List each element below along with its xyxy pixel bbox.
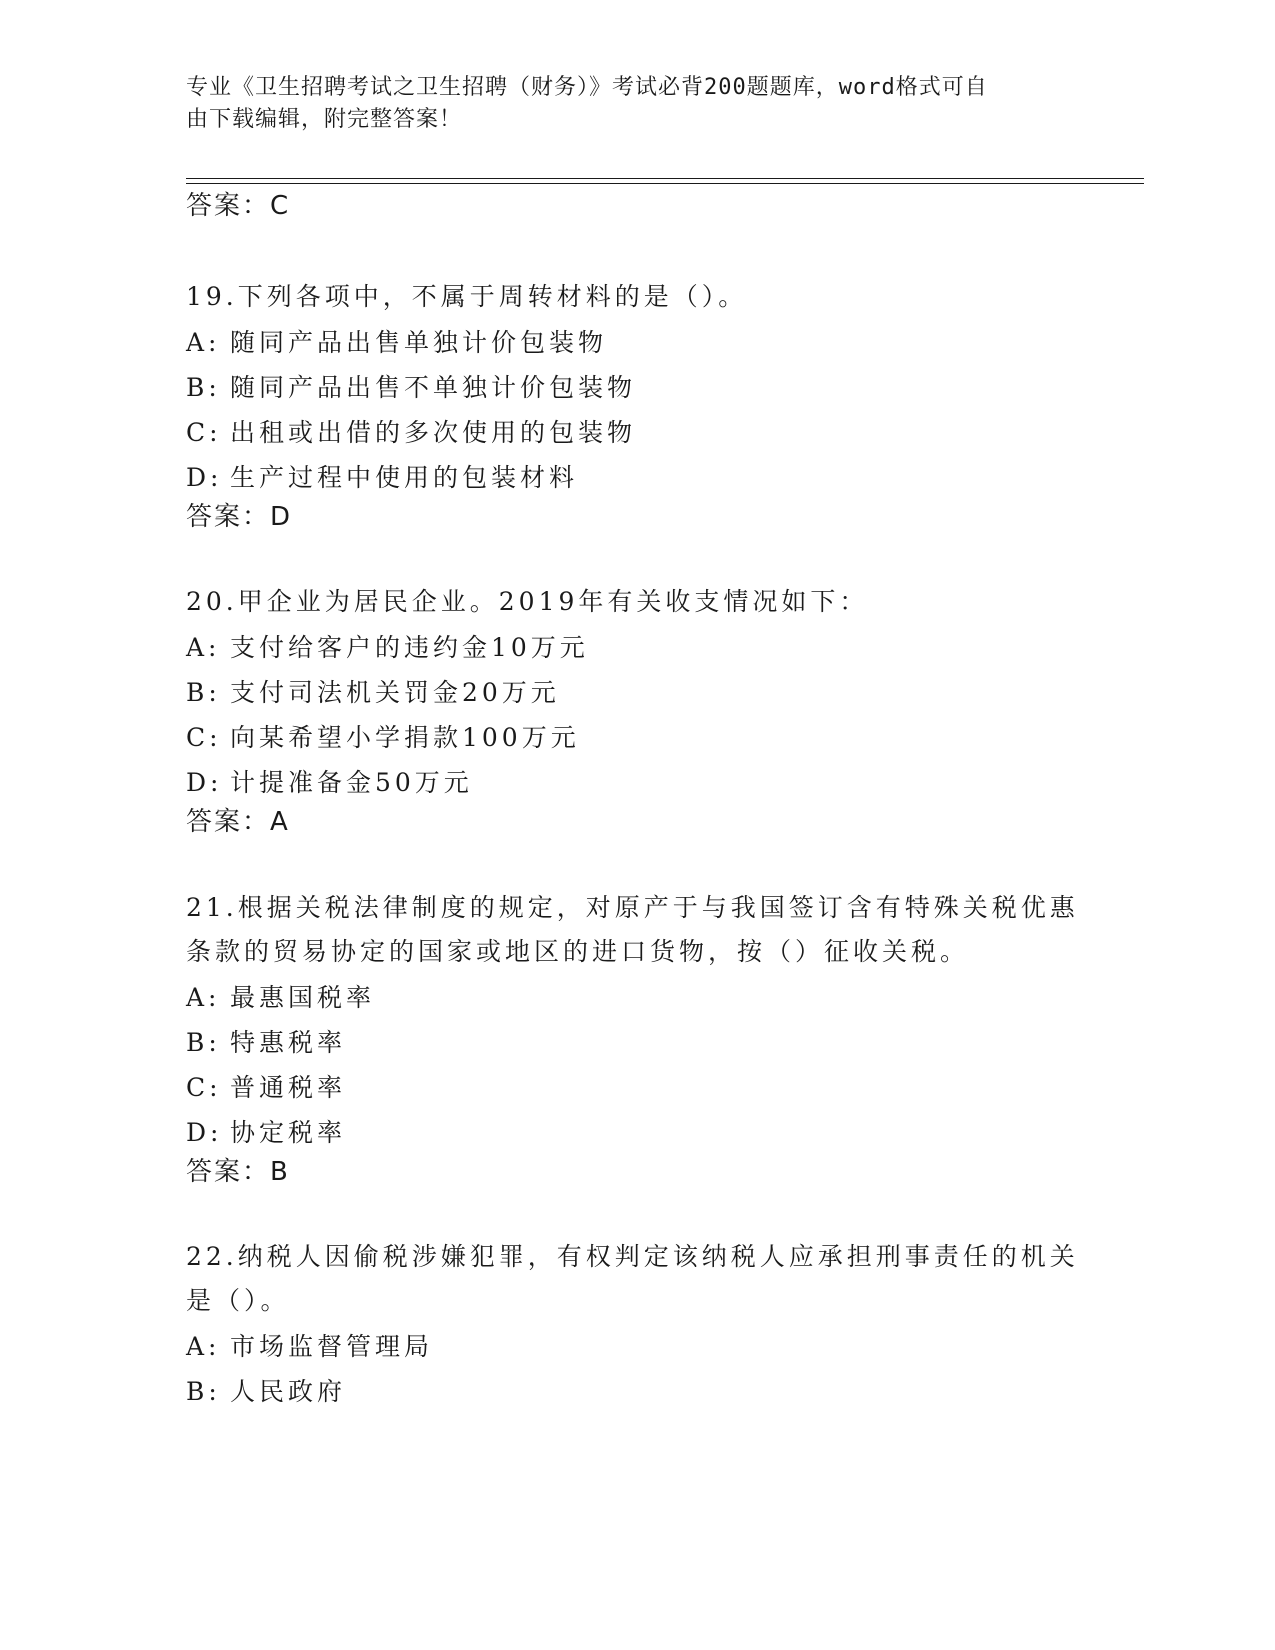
question-20 <box>186 579 1086 852</box>
question-22 <box>186 1234 1086 1414</box>
header-divider-top <box>186 178 1144 179</box>
header-line-1: 专业《卫生招聘考试之卫生招聘（财务）》考试必背200题题库，word格式可自 <box>186 75 988 100</box>
header-divider-bottom <box>186 183 1144 184</box>
option-b: B: 支付司法机关罚金20万元 <box>186 678 560 707</box>
option-c: C: 普通税率 <box>186 1073 347 1102</box>
option-c: C: 出租或出借的多次使用的包装物 <box>186 418 637 447</box>
option-b: B: 特惠税率 <box>186 1028 347 1057</box>
document-header <box>186 72 1066 136</box>
header-line-2: 由下载编辑，附完整答案！ <box>186 107 463 132</box>
question-text: 20.甲企业为居民企业。2019年有关收支情况如下： <box>186 587 869 616</box>
answer-20: 答案：A <box>186 807 290 837</box>
question-text-line-1: 22.纳税人因偷税涉嫌犯罪，有权判定该纳税人应承担刑事责任的机关 <box>186 1242 1079 1271</box>
question-21 <box>186 885 1086 1202</box>
question-text-line-1: 21.根据关税法律制度的规定，对原产于与我国签订含有特殊关税优惠 <box>186 893 1079 922</box>
option-a: A: 最惠国税率 <box>186 983 376 1012</box>
question-text-line-2: 是（）。 <box>186 1286 290 1315</box>
option-a: A: 随同产品出售单独计价包装物 <box>186 328 608 357</box>
answer-19: 答案：D <box>186 502 293 532</box>
option-d: D: 协定税率 <box>186 1118 347 1147</box>
option-b: B: 人民政府 <box>186 1377 347 1406</box>
question-text-line-2: 条款的贸易协定的国家或地区的进口货物，按（）征收关税。 <box>186 937 970 966</box>
question-text: 19.下列各项中，不属于周转材料的是（）。 <box>186 282 748 311</box>
option-c: C: 向某希望小学捐款100万元 <box>186 723 580 752</box>
question-19 <box>186 274 1086 547</box>
option-a: A: 支付给客户的违约金10万元 <box>186 633 589 662</box>
prev-answer: 答案：C <box>186 191 291 221</box>
option-b: B: 随同产品出售不单独计价包装物 <box>186 373 637 402</box>
option-d: D: 生产过程中使用的包装材料 <box>186 463 579 492</box>
option-a: A: 市场监督管理局 <box>186 1332 434 1361</box>
answer-21: 答案：B <box>186 1157 290 1187</box>
option-d: D: 计提准备金50万元 <box>186 768 473 797</box>
